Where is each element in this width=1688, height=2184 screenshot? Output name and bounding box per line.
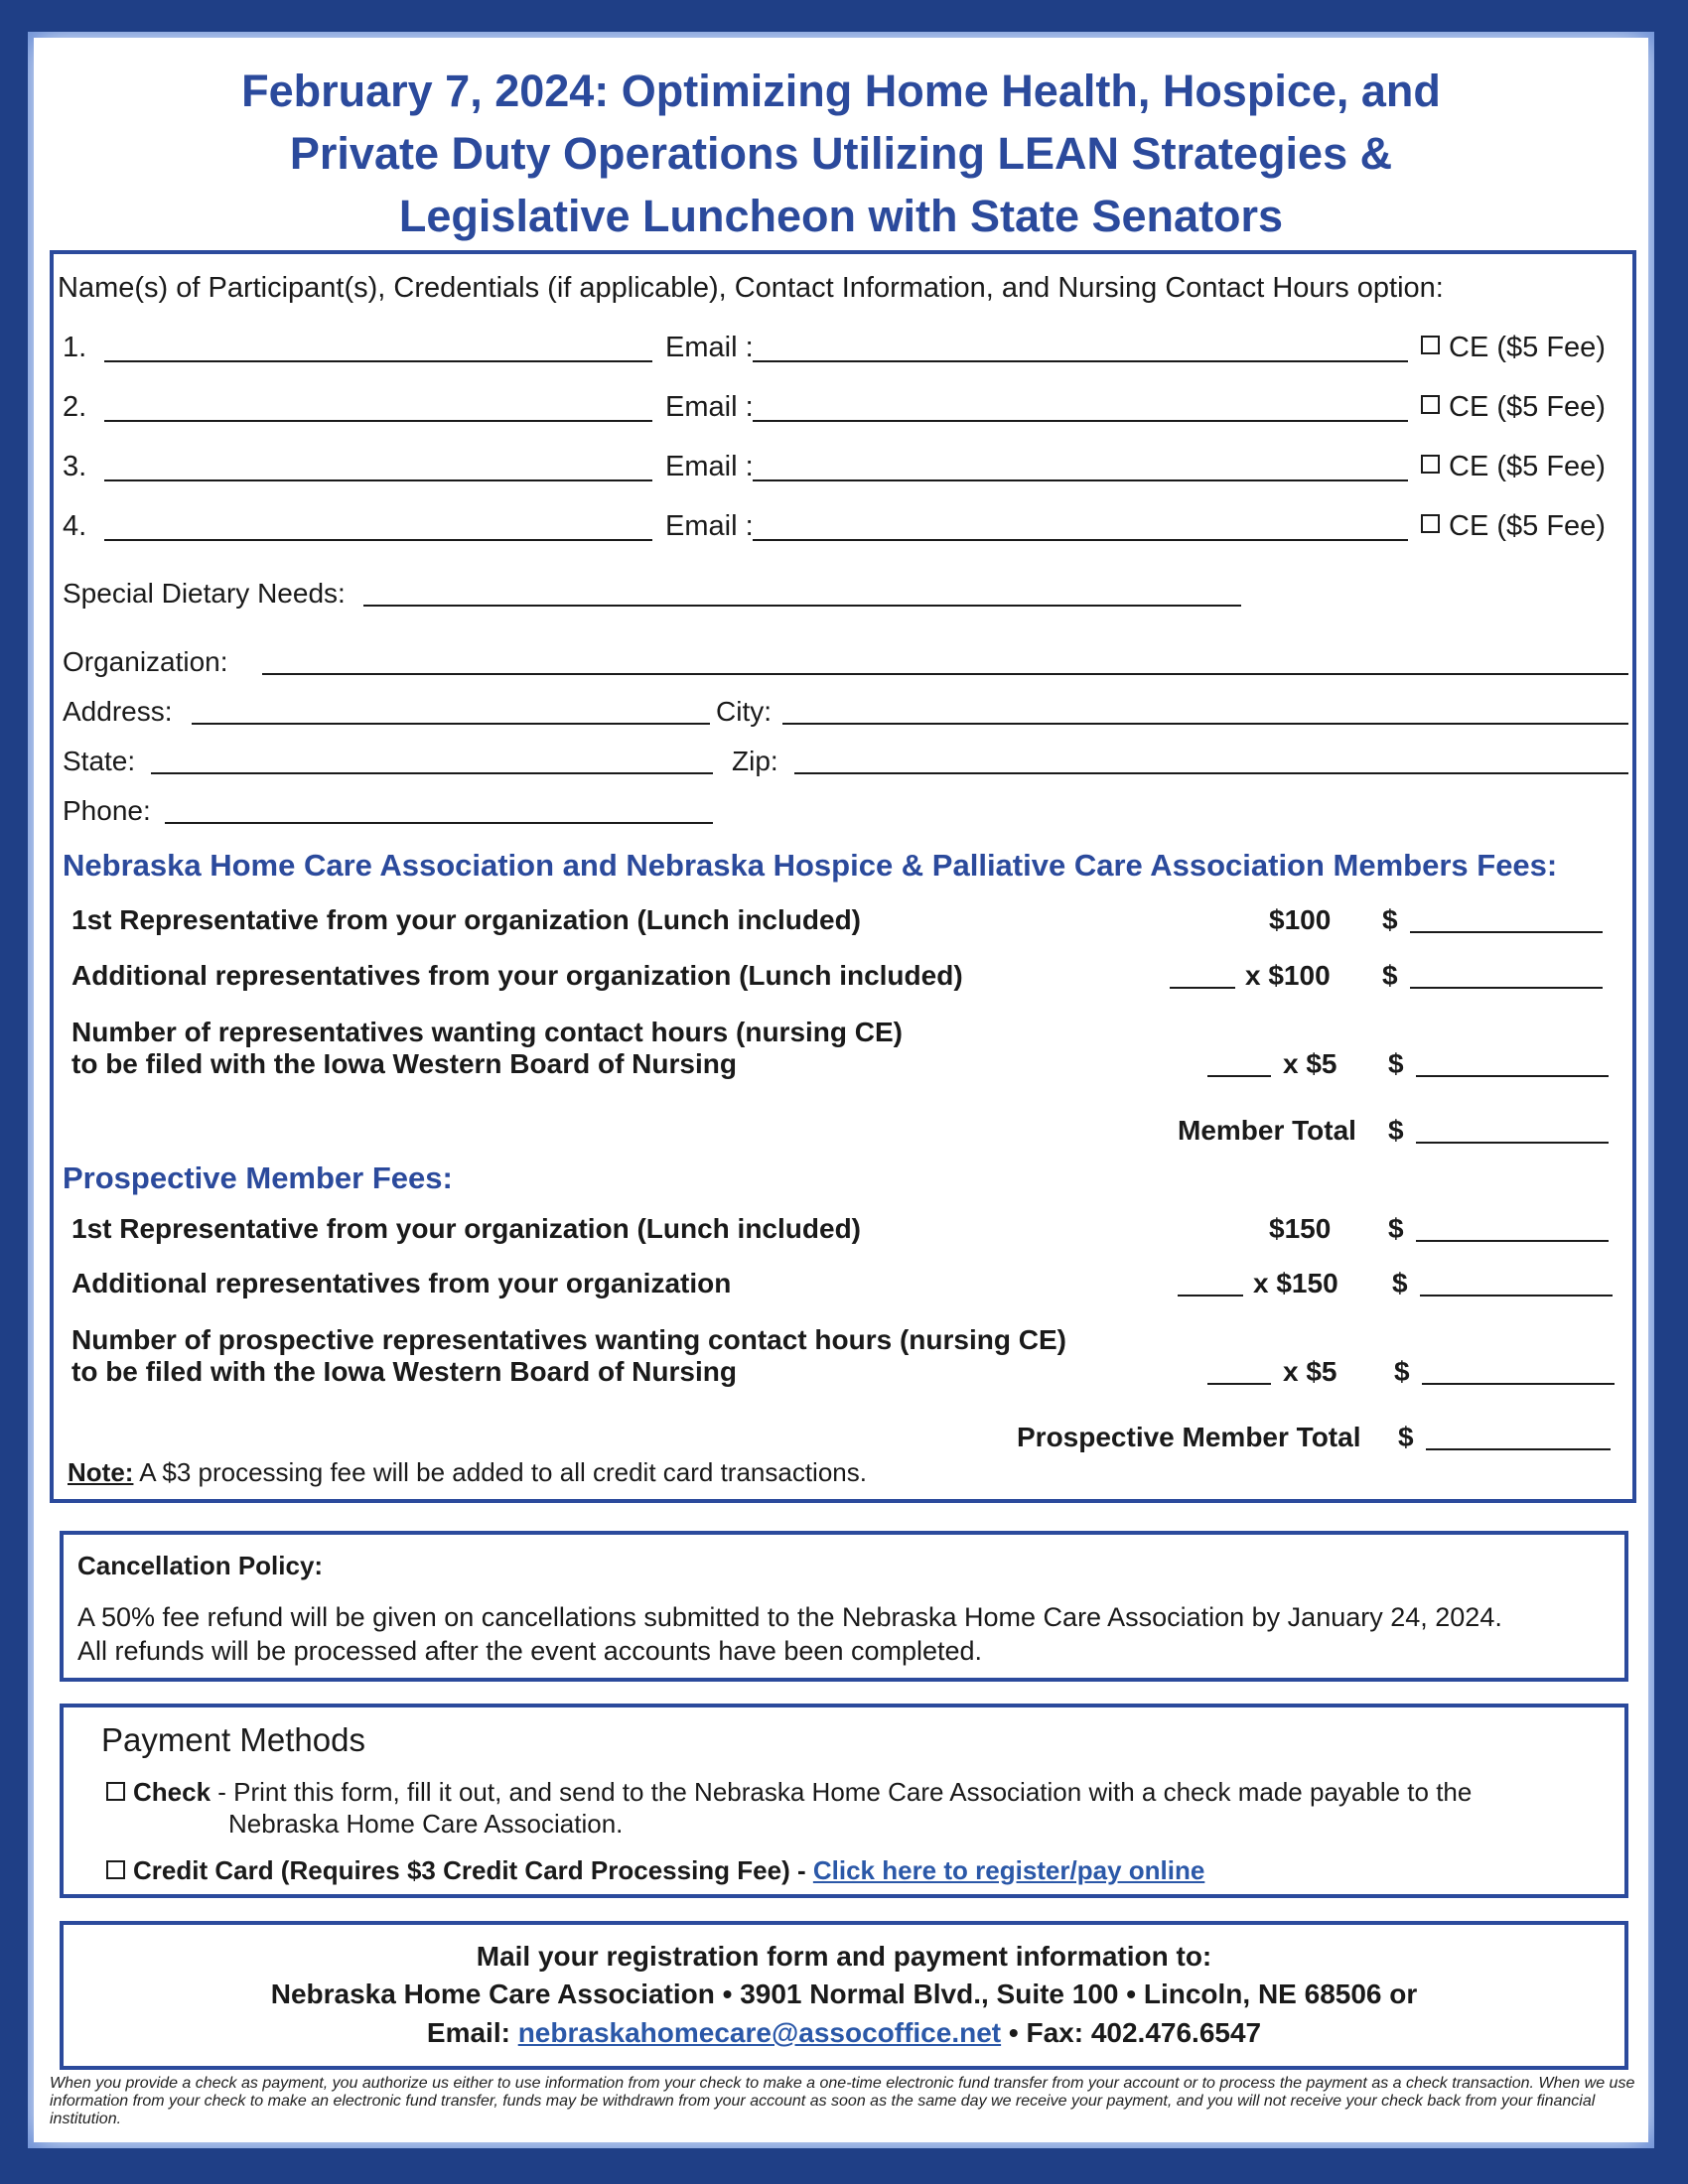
email-label: Email :	[665, 451, 754, 482]
check-text: - Print this form, fill it out, and send to the Nebraska Home Care Association with a check made payable to the	[211, 1777, 1473, 1807]
prospective-contact-hours-line1: Number of prospective representatives wanting contact hours (nursing CE)	[71, 1324, 1066, 1355]
registration-form-page	[28, 32, 1654, 2148]
prospective-additional-count-field[interactable]	[1178, 1295, 1243, 1297]
currency-sign: $	[1388, 1048, 1404, 1079]
prospective-fees-heading: Prospective Member Fees:	[63, 1160, 453, 1195]
ce-checkbox[interactable]	[1421, 336, 1440, 354]
email-label: Email:	[426, 2017, 518, 2048]
title-line: Legislative Luncheon with State Senators	[398, 191, 1284, 241]
member-additional-price: x $100	[1245, 960, 1331, 991]
cancellation-heading: Cancellation Policy:	[77, 1551, 324, 1580]
participant-email-field[interactable]	[753, 360, 1408, 362]
participants-header: Name(s) of Participant(s), Credentials (if applicable), Contact Information, and Nursing Contact Hours option:	[58, 272, 1444, 304]
cancellation-line: All refunds will be processed after the event accounts have been completed.	[77, 1636, 983, 1666]
prospective-first-amount-field[interactable]	[1416, 1240, 1609, 1242]
phone-field[interactable]	[165, 822, 713, 824]
participant-email-field[interactable]	[753, 420, 1408, 422]
participant-email-field[interactable]	[753, 539, 1408, 541]
ce-label: CE ($5 Fee)	[1449, 451, 1606, 482]
register-pay-online-link[interactable]: Click here to register/pay online	[812, 1855, 1205, 1885]
cancellation-line: A 50% fee refund will be given on cancellations submitted to the Nebraska Home Care Association by January 24, 2024.	[77, 1602, 1502, 1632]
state-field[interactable]	[151, 772, 713, 774]
member-total-label: Member Total	[1178, 1115, 1356, 1146]
phone-label: Phone:	[63, 795, 151, 826]
city-label: City:	[716, 696, 772, 727]
zip-field[interactable]	[794, 772, 1628, 774]
payment-check-option	[133, 1777, 1472, 1808]
dietary-field[interactable]	[363, 605, 1241, 607]
ce-checkbox[interactable]	[1421, 514, 1440, 533]
ce-checkbox[interactable]	[1421, 395, 1440, 414]
currency-sign: $	[1398, 1422, 1414, 1452]
title-line: February 7, 2024: Optimizing Home Health, Hospice, and	[241, 66, 1441, 116]
prospective-contact-count-field[interactable]	[1207, 1383, 1271, 1385]
member-first-price: $100	[1269, 904, 1332, 935]
participant-name-field[interactable]	[104, 539, 652, 541]
member-total-field[interactable]	[1416, 1142, 1609, 1144]
ce-label: CE ($5 Fee)	[1449, 332, 1606, 363]
member-contact-hours-line2: to be filed with the Iowa Western Board of Nursing	[71, 1048, 737, 1079]
member-additional-count-field[interactable]	[1170, 987, 1235, 989]
email-link[interactable]: nebraskahomecare@assocoffice.net	[517, 2017, 1002, 2048]
member-additional-amount-field[interactable]	[1410, 987, 1603, 989]
currency-sign: $	[1388, 1115, 1404, 1146]
ce-label: CE ($5 Fee)	[1449, 510, 1606, 542]
fax-text: • Fax: 402.476.6547	[1001, 2017, 1262, 2048]
participant-name-field[interactable]	[104, 479, 652, 481]
row-number: 2.	[63, 391, 87, 423]
payment-heading: Payment Methods	[101, 1721, 365, 1758]
ce-label: CE ($5 Fee)	[1449, 391, 1606, 423]
address-label: Address:	[63, 696, 173, 727]
prospective-total-label: Prospective Member Total	[1017, 1422, 1361, 1452]
payment-card-option	[133, 1855, 1204, 1886]
note-text: A $3 processing fee will be added to all credit card transactions.	[133, 1457, 867, 1487]
organization-field[interactable]	[262, 673, 1628, 675]
prospective-additional-rep: Additional representatives from your organization	[71, 1268, 732, 1298]
currency-sign: $	[1388, 1213, 1404, 1244]
address-field[interactable]	[192, 723, 710, 725]
member-fees-heading: Nebraska Home Care Association and Nebraska Hospice & Palliative Care Association Members Fees:	[63, 848, 1558, 883]
email-label: Email :	[665, 332, 754, 363]
city-field[interactable]	[782, 723, 1628, 725]
organization-label: Organization:	[63, 646, 228, 677]
member-additional-rep: Additional representatives from your organization (Lunch included)	[71, 960, 963, 991]
title-line: Private Duty Operations Utilizing LEAN Strategies &	[289, 128, 1393, 179]
email-label: Email :	[665, 510, 754, 542]
member-first-rep: 1st Representative from your organization (Lunch included)	[71, 904, 861, 935]
prospective-first-price: $150	[1269, 1213, 1332, 1244]
check-text-continued: Nebraska Home Care Association.	[228, 1809, 624, 1839]
mail-heading: Mail your registration form and payment information to:	[476, 1941, 1212, 1972]
check-label: Check	[133, 1777, 211, 1807]
currency-sign: $	[1382, 960, 1398, 991]
page-title	[28, 60, 1654, 247]
member-contact-price: x $5	[1283, 1048, 1337, 1079]
mail-contact-line	[60, 2017, 1628, 2049]
currency-sign: $	[1382, 904, 1398, 935]
member-contact-hours-line1: Number of representatives wanting contact hours (nursing CE)	[71, 1017, 904, 1047]
row-number: 1.	[63, 332, 87, 363]
prospective-additional-price: x $150	[1253, 1268, 1338, 1298]
mail-address: Nebraska Home Care Association • 3901 Normal Blvd., Suite 100 • Lincoln, NE 68506 or	[270, 1979, 1418, 2009]
ce-checkbox[interactable]	[1421, 455, 1440, 474]
participant-email-field[interactable]	[753, 479, 1408, 481]
currency-sign: $	[1394, 1356, 1410, 1387]
participant-name-field[interactable]	[104, 420, 652, 422]
member-contact-count-field[interactable]	[1207, 1075, 1271, 1077]
participant-name-field[interactable]	[104, 360, 652, 362]
prospective-contact-price: x $5	[1283, 1356, 1337, 1387]
check-checkbox[interactable]	[106, 1782, 125, 1801]
state-label: State:	[63, 746, 136, 776]
prospective-contact-amount-field[interactable]	[1422, 1383, 1615, 1385]
email-label: Email :	[665, 391, 754, 423]
credit-card-checkbox[interactable]	[106, 1860, 125, 1879]
row-number: 3.	[63, 451, 87, 482]
note	[68, 1457, 867, 1488]
row-number: 4.	[63, 510, 87, 542]
prospective-first-rep: 1st Representative from your organization (Lunch included)	[71, 1213, 861, 1244]
prospective-contact-hours-line2: to be filed with the Iowa Western Board of Nursing	[71, 1356, 737, 1387]
currency-sign: $	[1392, 1268, 1408, 1298]
member-first-amount-field[interactable]	[1410, 931, 1603, 933]
prospective-total-field[interactable]	[1426, 1448, 1611, 1450]
dietary-label: Special Dietary Needs:	[63, 578, 346, 609]
prospective-additional-amount-field[interactable]	[1420, 1295, 1613, 1297]
member-contact-amount-field[interactable]	[1416, 1075, 1609, 1077]
note-label: Note:	[68, 1457, 134, 1487]
card-separator: -	[789, 1855, 813, 1885]
payment-disclaimer: When you provide a check as payment, you authorize us either to use information from your check to make a one-time electronic fund transfer from your account or to process the payment as a check transaction. When we use information from your check to make an electronic fund transfer, funds may be withdrawn from your account as soon as the same day we receive your payment, and you will not receive your check back from your financial institution.	[50, 2075, 1635, 2127]
zip-label: Zip:	[732, 746, 778, 776]
card-label: Credit Card (Requires $3 Credit Card Processing Fee)	[133, 1855, 790, 1885]
